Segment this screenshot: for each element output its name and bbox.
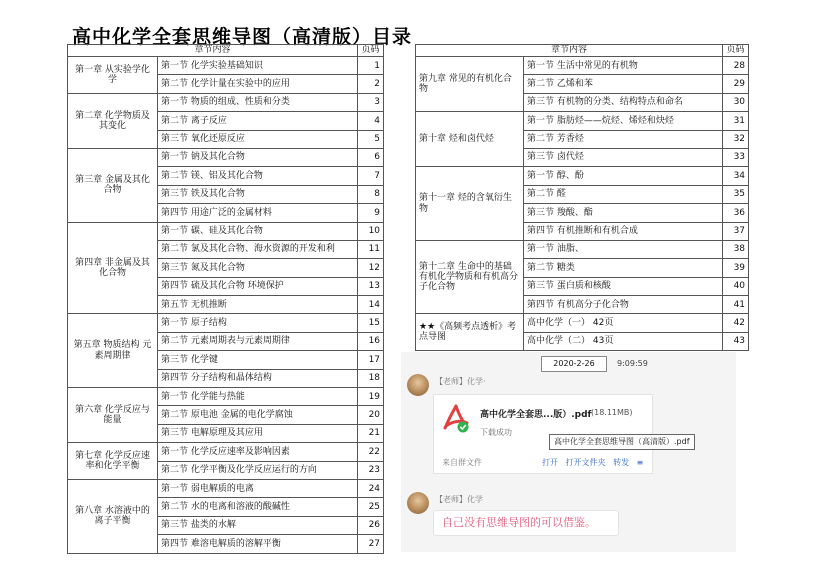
section-title: 第三节 卤代烃 <box>524 148 723 166</box>
section-title: 第三节 羧酸、酯 <box>524 204 723 222</box>
page-number: 43 <box>723 332 749 350</box>
chapter-title: 第十二章 生命中的基础有机化学物质和有机高分子化合物 <box>416 240 524 314</box>
section-title: 第三节 盐类的水解 <box>158 516 358 534</box>
toc-row <box>68 443 384 461</box>
page-number: 36 <box>723 204 749 222</box>
section-title: 第三节 电解原理及其应用 <box>158 424 358 442</box>
section-title: 第二节 水的电离和溶液的酸碱性 <box>158 498 358 516</box>
open-folder-link[interactable]: 打开文件夹 <box>565 458 606 467</box>
page-number: 21 <box>358 424 384 442</box>
page-number: 17 <box>358 351 384 369</box>
section-title: 第四节 难溶电解质的溶解平衡 <box>158 535 358 553</box>
toc-row <box>416 167 749 185</box>
chapter-title: 第二章 化学物质及其变化 <box>68 93 158 148</box>
section-title: 第三节 蛋白质和核酸 <box>524 277 723 295</box>
section-title: 第一节 脂肪烃——烷烃、烯烃和炔烃 <box>524 112 723 130</box>
page-number: 39 <box>723 259 749 277</box>
toc-header-content: 章节内容 <box>68 45 358 57</box>
page-number: 34 <box>723 167 749 185</box>
section-title: 第二节 糖类 <box>524 259 723 277</box>
section-title: 第二节 醛 <box>524 185 723 203</box>
page-number: 3 <box>358 93 384 111</box>
page-number: 37 <box>723 222 749 240</box>
section-title: 第二节 氯及其化合物、海水资源的开发和利 <box>158 240 358 258</box>
section-title: 第二节 化学平衡及化学反应运行的方向 <box>158 461 358 479</box>
page-number: 42 <box>723 314 749 332</box>
chapter-title: 第四章 非金属及其化合物 <box>68 222 158 314</box>
section-title: 第一节 生活中常见的有机物 <box>524 57 723 75</box>
section-title: 第一节 弱电解质的电离 <box>158 479 358 497</box>
toc-table-right <box>415 44 749 351</box>
chapter-title: 第五章 物质结构 元素周期律 <box>68 314 158 388</box>
section-title: 第一节 化学反应速率及影响因素 <box>158 443 358 461</box>
chapter-title: 第六章 化学反应与能量 <box>68 388 158 443</box>
section-title: 第四节 有机推断和有机合成 <box>524 222 723 240</box>
page-number: 22 <box>358 443 384 461</box>
file-name-tooltip: 高中化学全套思维导图（高清版）.pdf <box>549 434 695 450</box>
section-title: 第一节 钠及其化合物 <box>158 148 358 166</box>
page-number: 23 <box>358 461 384 479</box>
toc-row <box>68 314 384 332</box>
document-title: 高中化学全套思维导图（高清版）目录 <box>72 26 413 48</box>
section-title: 第四节 硫及其化合物 环境保护 <box>158 277 358 295</box>
page-number: 16 <box>358 332 384 350</box>
chapter-title: 第一章 从实验学化学 <box>68 57 158 94</box>
page-number: 7 <box>358 167 384 185</box>
toc-table-left <box>67 44 384 554</box>
chat-time: 9:09:59 <box>617 359 648 368</box>
section-title: 第二节 乙烯和苯 <box>524 75 723 93</box>
toc-header-page: 页码 <box>723 45 749 57</box>
page-number: 9 <box>358 204 384 222</box>
chat-date: 2020-2-26 <box>541 356 607 372</box>
toc-header-page: 页码 <box>358 45 384 57</box>
toc-row <box>416 314 749 332</box>
toc-header-content: 章节内容 <box>416 45 723 57</box>
section-title: 第一节 物质的组成、性质和分类 <box>158 93 358 111</box>
page-number: 35 <box>723 185 749 203</box>
section-title: 第二节 镁、铝及其化合物 <box>158 167 358 185</box>
from-group-label: 来自群文件 <box>442 458 482 467</box>
toc-row <box>416 240 749 258</box>
chapter-title: 第八章 水溶液中的离子平衡 <box>68 479 158 553</box>
chapter-title: ★★《高频考点透析》考点导图 <box>416 314 524 351</box>
toc-row <box>68 93 384 111</box>
page-number: 1 <box>358 57 384 75</box>
section-title: 高中化学（二） 43页 <box>524 332 723 350</box>
toc-row <box>68 57 384 75</box>
page-number: 26 <box>358 516 384 534</box>
section-title: 第二节 原电池 金属的电化学腐蚀 <box>158 406 358 424</box>
chapter-title: 第七章 化学反应速率和化学平衡 <box>68 443 158 480</box>
open-link[interactable]: 打开 <box>542 458 558 467</box>
page-number: 25 <box>358 498 384 516</box>
section-title: 高中化学（一） 42页 <box>524 314 723 332</box>
chapter-title: 第九章 常见的有机化合物 <box>416 57 524 112</box>
page-number: 14 <box>358 296 384 314</box>
section-title: 第五节 无机推断 <box>158 296 358 314</box>
section-title: 第四节 用途广泛的金属材料 <box>158 204 358 222</box>
section-title: 第三节 化学键 <box>158 351 358 369</box>
page-number: 40 <box>723 277 749 295</box>
page-number: 15 <box>358 314 384 332</box>
more-menu-icon[interactable]: ≡ <box>636 458 644 467</box>
page-number: 38 <box>723 240 749 258</box>
section-title: 第三节 铁及其化合物 <box>158 185 358 203</box>
file-name[interactable]: 高中化学全套思...版）.pdf <box>480 410 592 420</box>
chapter-title: 第三章 金属及其化合物 <box>68 148 158 222</box>
page-number: 31 <box>723 112 749 130</box>
toc-row <box>416 57 749 75</box>
section-title: 第二节 离子反应 <box>158 112 358 130</box>
section-title: 第二节 化学计量在实验中的应用 <box>158 75 358 93</box>
page-number: 24 <box>358 479 384 497</box>
section-title: 第二节 芳香烃 <box>524 130 723 148</box>
page-number: 12 <box>358 259 384 277</box>
page-number: 6 <box>358 148 384 166</box>
page-number: 20 <box>358 406 384 424</box>
download-status: 下载成功 <box>480 428 512 437</box>
page-number: 18 <box>358 369 384 387</box>
page-number: 41 <box>723 296 749 314</box>
section-title: 第三节 氧化还原反应 <box>158 130 358 148</box>
page-number: 29 <box>723 75 749 93</box>
chat-window <box>401 352 736 552</box>
pdf-file-icon <box>442 403 470 433</box>
section-title: 第一节 化学能与热能 <box>158 388 358 406</box>
page-number: 4 <box>358 112 384 130</box>
toc-row <box>68 388 384 406</box>
page-number: 2 <box>358 75 384 93</box>
page-number: 27 <box>358 535 384 553</box>
section-title: 第四节 有机高分子化合物 <box>524 296 723 314</box>
page-number: 13 <box>358 277 384 295</box>
section-title: 第三节 有机物的分类、结构特点和命名 <box>524 93 723 111</box>
section-title: 第一节 醇、酚 <box>524 167 723 185</box>
page-number: 32 <box>723 130 749 148</box>
file-size: (18.11MB) <box>591 408 633 417</box>
page-number: 33 <box>723 148 749 166</box>
chapter-title: 第十一章 烃的含氧衍生物 <box>416 167 524 241</box>
chat-message-bubble: 自己没有思维导图的可以借鉴。 <box>433 510 619 536</box>
section-title: 第四节 分子结构和晶体结构 <box>158 369 358 387</box>
page-number: 10 <box>358 222 384 240</box>
toc-row <box>68 148 384 166</box>
page-number: 28 <box>723 57 749 75</box>
toc-row <box>416 112 749 130</box>
page-number: 11 <box>358 240 384 258</box>
chapter-title: 第十章 烃和卤代烃 <box>416 112 524 167</box>
file-card-footer <box>433 452 653 474</box>
toc-row <box>68 222 384 240</box>
page-number: 19 <box>358 388 384 406</box>
section-title: 第二节 元素周期表与元素周期律 <box>158 332 358 350</box>
page-number: 5 <box>358 130 384 148</box>
forward-link[interactable]: 转发 <box>613 458 630 467</box>
section-title: 第一节 碳、硅及其化合物 <box>158 222 358 240</box>
file-actions <box>542 457 648 468</box>
page-number: 30 <box>723 93 749 111</box>
sender-avatar[interactable] <box>407 492 429 514</box>
section-title: 第三节 氮及其化合物 <box>158 259 358 277</box>
sender-name: 【老师】化学 <box>435 495 483 504</box>
sender-avatar[interactable] <box>407 374 429 396</box>
sender-name: 【老师】化学· <box>435 377 486 386</box>
section-title: 第一节 原子结构 <box>158 314 358 332</box>
toc-row <box>68 479 384 497</box>
page-number: 8 <box>358 185 384 203</box>
section-title: 第一节 化学实验基础知识 <box>158 57 358 75</box>
section-title: 第一节 油脂、 <box>524 240 723 258</box>
